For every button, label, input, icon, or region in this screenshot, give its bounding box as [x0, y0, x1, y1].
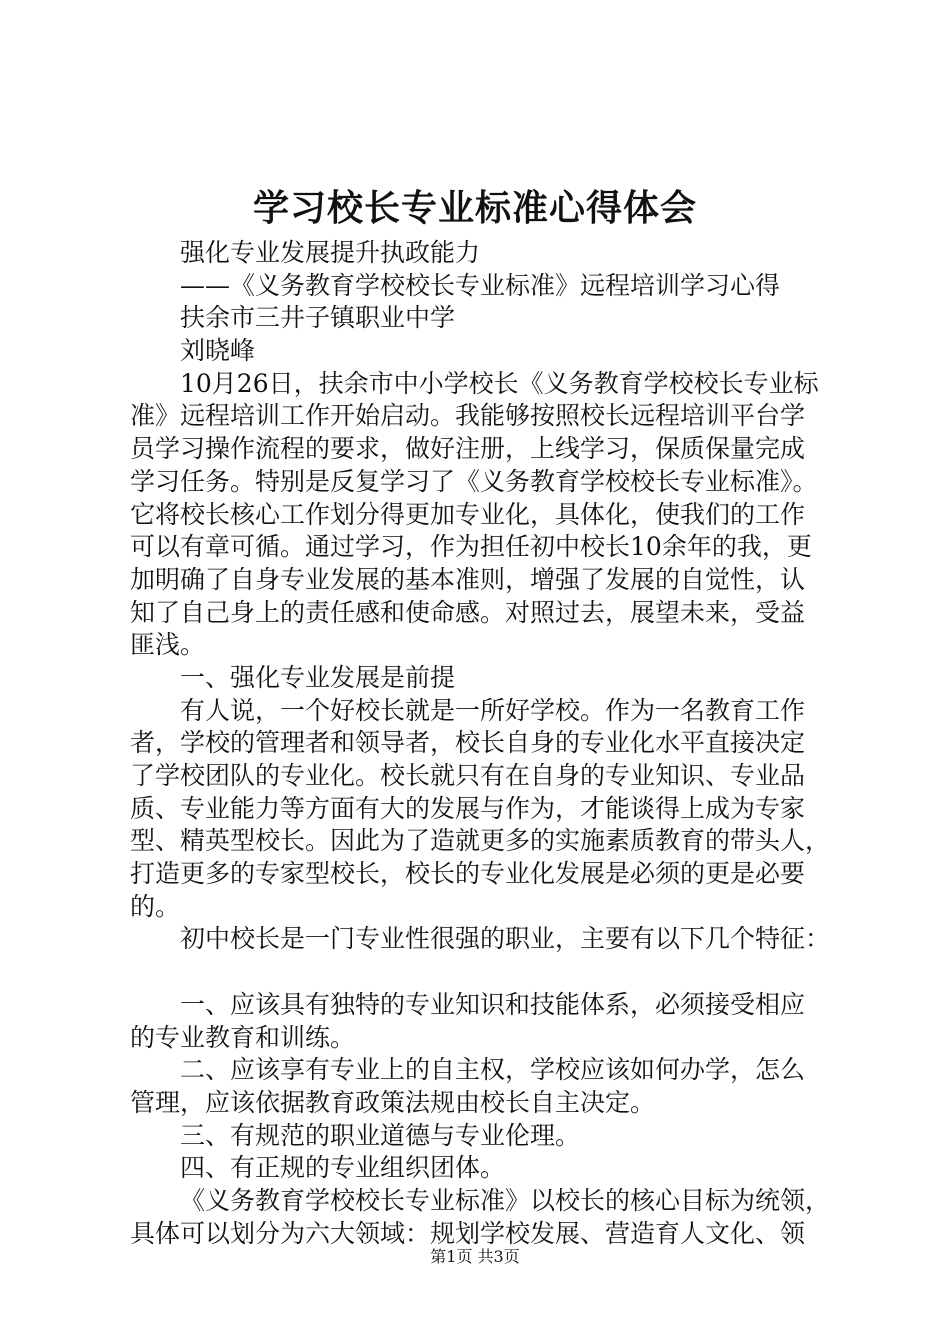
- text-line: 学习任务。特别是反复学习了《义务教育学校校长专业标准》。: [130, 466, 818, 496]
- text-line: ——《义务教育学校校长专业标准》远程培训学习心得: [180, 270, 781, 300]
- text-line: 有人说，一个好校长就是一所好学校。作为一名教育工作: [180, 695, 806, 725]
- text-line: 一、强化专业发展是前提: [180, 662, 456, 692]
- text-line: 三、有规范的职业道德与专业伦理。: [180, 1120, 581, 1150]
- text-line: 知了自己身上的责任感和使命感。对照过去，展望未来，受益: [130, 597, 806, 627]
- text-line: 的专业教育和训练。: [130, 1022, 356, 1052]
- text-line: 强化专业发展提升执政能力: [180, 238, 481, 267]
- text-line: 它将校长核心工作划分得更加专业化，具体化，使我们的工作: [130, 499, 806, 529]
- text-line: 具体可以划分为六大领域：规划学校发展、营造育人文化、领: [130, 1218, 806, 1248]
- text-line: 初中校长是一门专业性很强的职业，主要有以下几个特征：: [180, 924, 830, 954]
- page-footer: 第1页 共3页: [430, 1247, 520, 1266]
- text-line: 打造更多的专家型校长，校长的专业化发展是必须的更是必要: [130, 859, 806, 889]
- text-line: 了学校团队的专业化。校长就只有在自身的专业知识、专业品: [130, 761, 806, 790]
- text-line: 的。: [130, 891, 181, 921]
- document-body: [130, 237, 830, 1250]
- text-line: 管理，应该依据教育政策法规由校长自主决定。: [130, 1087, 656, 1117]
- text-line: 刘晓峰: [180, 336, 256, 366]
- blank-line: [130, 956, 830, 989]
- text-line: 10月26日，扶余市中小学校长《义务教育学校校长专业标: [180, 368, 819, 398]
- document-title: 学习校长专业标准心得体会: [252, 188, 697, 229]
- text-line: 四、有正规的专业组织团体。: [180, 1153, 506, 1183]
- text-line: 扶余市三井子镇职业中学: [180, 303, 456, 333]
- text-line: 《义务教育学校校长专业标准》以校长的核心目标为统领，: [180, 1185, 830, 1215]
- text-line: 准》远程培训工作开始启动。我能够按照校长远程培训平台学: [130, 401, 806, 431]
- text-line: 一、应该具有独特的专业知识和技能体系，必须接受相应: [180, 989, 806, 1019]
- text-line: 可以有章可循。通过学习，作为担任初中校长10余年的我，更: [130, 532, 812, 562]
- text-line: 型、精英型校长。因此为了造就更多的实施素质教育的带头人，: [130, 826, 830, 856]
- text-line: 加明确了自身专业发展的基本准则，增强了发展的自觉性，认: [130, 564, 806, 594]
- text-line: 者，学校的管理者和领导者，校长自身的专业化水平直接决定: [130, 728, 806, 758]
- text-line: 二、应该享有专业上的自主权，学校应该如何办学，怎么: [180, 1055, 806, 1085]
- text-line: 质、专业能力等方面有大的发展与作为，才能谈得上成为专家: [130, 793, 806, 823]
- text-line: 匪浅。: [130, 630, 206, 660]
- text-line: 员学习操作流程的要求，做好注册，上线学习，保质保量完成: [130, 434, 806, 464]
